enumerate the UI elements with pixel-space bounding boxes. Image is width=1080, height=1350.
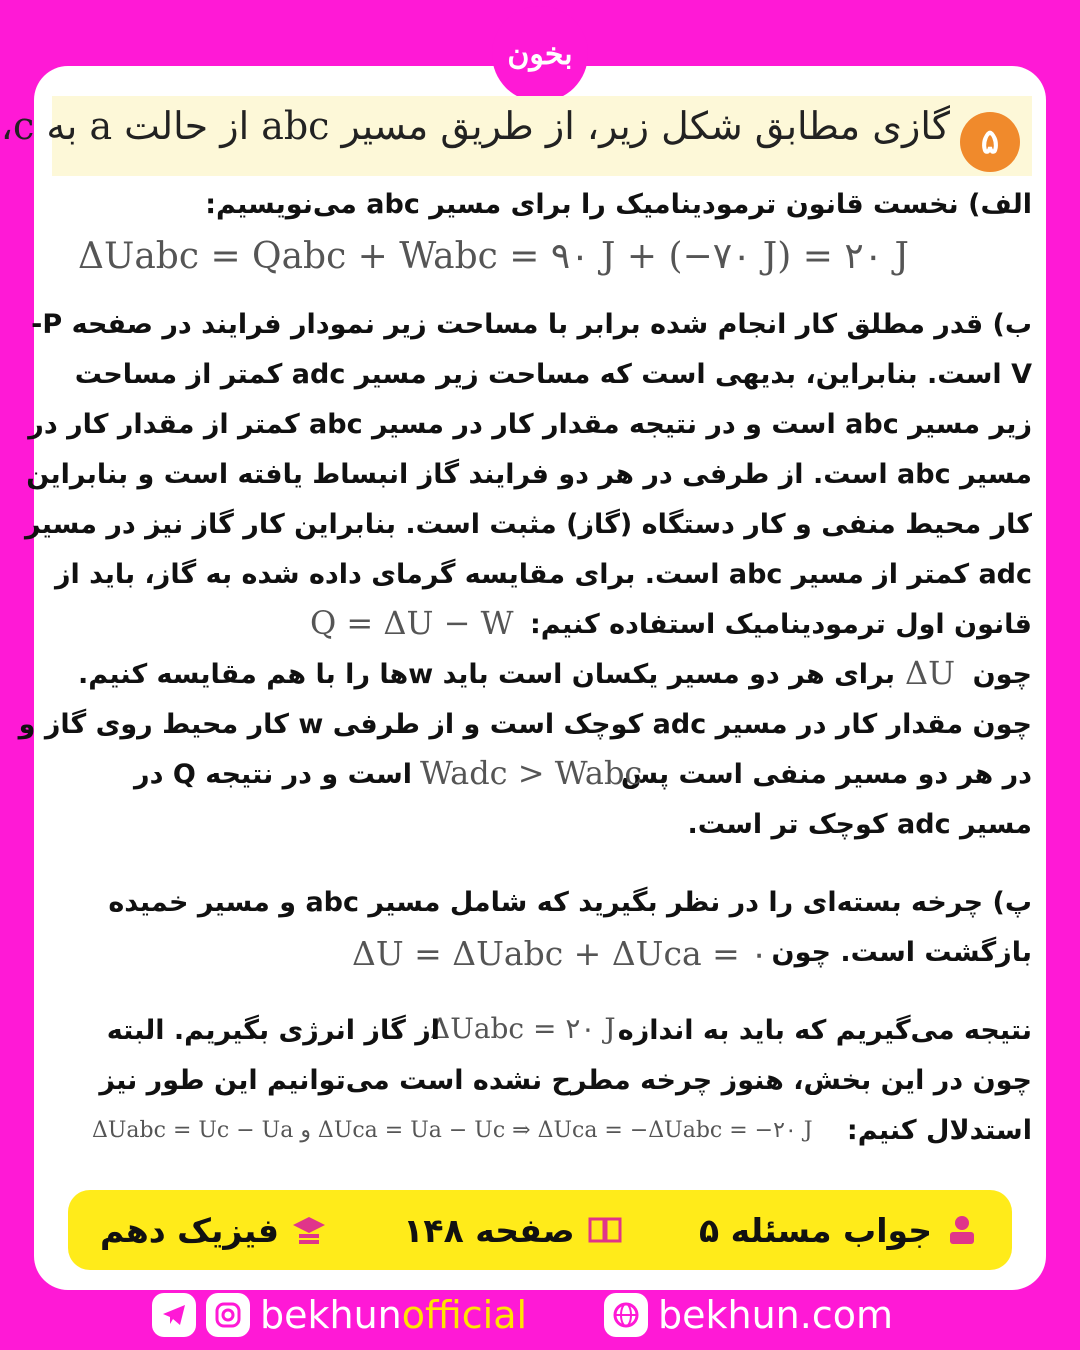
equation-final: ΔUabc = Uc − Ua و ΔUca = Ua − Uc ⇒ ΔUca = −ΔUabc = −۲۰ J xyxy=(92,1118,813,1143)
part-be-line-8-end: برای هر دو مسیر یکسان است باید wها را با هم مقایسه کنیم. xyxy=(77,659,895,690)
equation-alef: ΔUabc = Qabc + Wabc = ۹۰ J + (−۷۰ J) = ۲۰ J xyxy=(78,236,909,277)
handle-accent: official xyxy=(401,1293,528,1337)
book-label: فیزیک دهم xyxy=(100,1210,279,1250)
part-pe-line-3-start: نتیجه می‌گیریم که باید به اندازه xyxy=(617,1015,1032,1046)
brand-logo xyxy=(492,6,588,102)
equation-q: Q = ΔU − W xyxy=(310,604,514,642)
part-be-line-9: چون مقدار کار در مسیر adc کوچک است و از طرفی w کار محیط روی گاز و xyxy=(18,709,1032,740)
part-pe-line-3-end: از گاز انرژی بگیریم. البته xyxy=(106,1015,440,1046)
logo-text: بخون xyxy=(507,36,573,72)
instagram-icon[interactable] xyxy=(206,1293,250,1337)
page-label-group xyxy=(403,1211,622,1250)
book-label-group xyxy=(100,1211,327,1250)
part-pe-line-2: بازگشت است. چون xyxy=(771,937,1032,968)
page-label: صفحه ۱۴۸ xyxy=(403,1210,575,1250)
social-handle-text xyxy=(260,1293,527,1337)
handle-main: bekhun xyxy=(260,1293,402,1337)
part-be-line-5: کار محیط منفی و کار دستگاه (گاز) مثبت است. بنابراین کار گاز نیز در مسیر xyxy=(24,509,1032,540)
part-be-line-7: قانون اول ترمودینامیک استفاده کنیم: xyxy=(529,609,1032,640)
graduation-cap-icon xyxy=(291,1212,327,1248)
social-handle[interactable] xyxy=(152,1293,527,1337)
part-be-line-4: مسیر abc است. از طرفی در هر دو فرایند گاز انبساط یافته است و بنابراین xyxy=(26,459,1032,490)
part-alef-intro: الف) نخست قانون ترمودینامیک را برای مسیر abc می‌نویسیم: xyxy=(205,189,1032,220)
part-be-line-3: زیر مسیر abc است و در نتیجه مقدار کار در مسیر abc کمتر از مقدار کار در xyxy=(28,409,1032,440)
equation-cycle: ΔU = ΔUabc + ΔUca = ۰ xyxy=(352,934,768,973)
part-be-line-6: adc کمتر از مسیر abc است. برای مقایسه گرمای داده شده به گاز، باید از xyxy=(54,559,1032,590)
part-be-line-1: ب) قدر مطلق کار انجام شده برابر با مساحت زیر نمودار فرایند در صفحه P- xyxy=(31,309,1032,340)
equation-w-compare: Wadc > Wabc xyxy=(420,754,643,792)
answer-label: جواب مسئله ۵ xyxy=(698,1210,932,1250)
equation-du: ΔU xyxy=(905,654,956,692)
telegram-icon[interactable] xyxy=(152,1293,196,1337)
part-be-line-10-start: در هر دو مسیر منفی است پس xyxy=(620,759,1032,790)
answer-label-group xyxy=(699,1211,980,1250)
part-pe-line-5: استدلال کنیم: xyxy=(846,1115,1032,1146)
problem-number-badge xyxy=(960,112,1020,172)
equation-20j: ΔUabc = ۲۰ J xyxy=(430,1012,616,1045)
globe-icon[interactable] xyxy=(604,1293,648,1337)
part-be-line-2: V است. بنابراین، بدیهی است که مساحت زیر مسیر adc کمتر از مساحت xyxy=(74,359,1032,390)
question-text: گازی مطابق شکل زیر، از طریق مسیر abc از حالت a به c، xyxy=(0,104,950,148)
problem-number: ۵ xyxy=(980,122,1000,162)
part-pe-line-1: پ) چرخه بسته‌ای را در نظر بگیرید که شامل مسیر abc و مسیر خمیده xyxy=(108,887,1032,918)
website-link[interactable] xyxy=(604,1293,893,1337)
part-be-line-8-start: چون xyxy=(972,659,1032,690)
footer-bar xyxy=(68,1190,1012,1270)
part-be-line-11: مسیر adc کوچک تر است. xyxy=(687,809,1032,840)
website-text: bekhun.com xyxy=(658,1293,893,1337)
teacher-icon xyxy=(944,1212,980,1248)
part-pe-line-4: چون در این بخش، هنوز چرخه مطرح نشده است می‌توانیم این طور نیز xyxy=(99,1065,1032,1096)
part-be-line-10-end: است و در نتیجه Q در xyxy=(134,759,412,790)
open-book-icon xyxy=(587,1212,623,1248)
